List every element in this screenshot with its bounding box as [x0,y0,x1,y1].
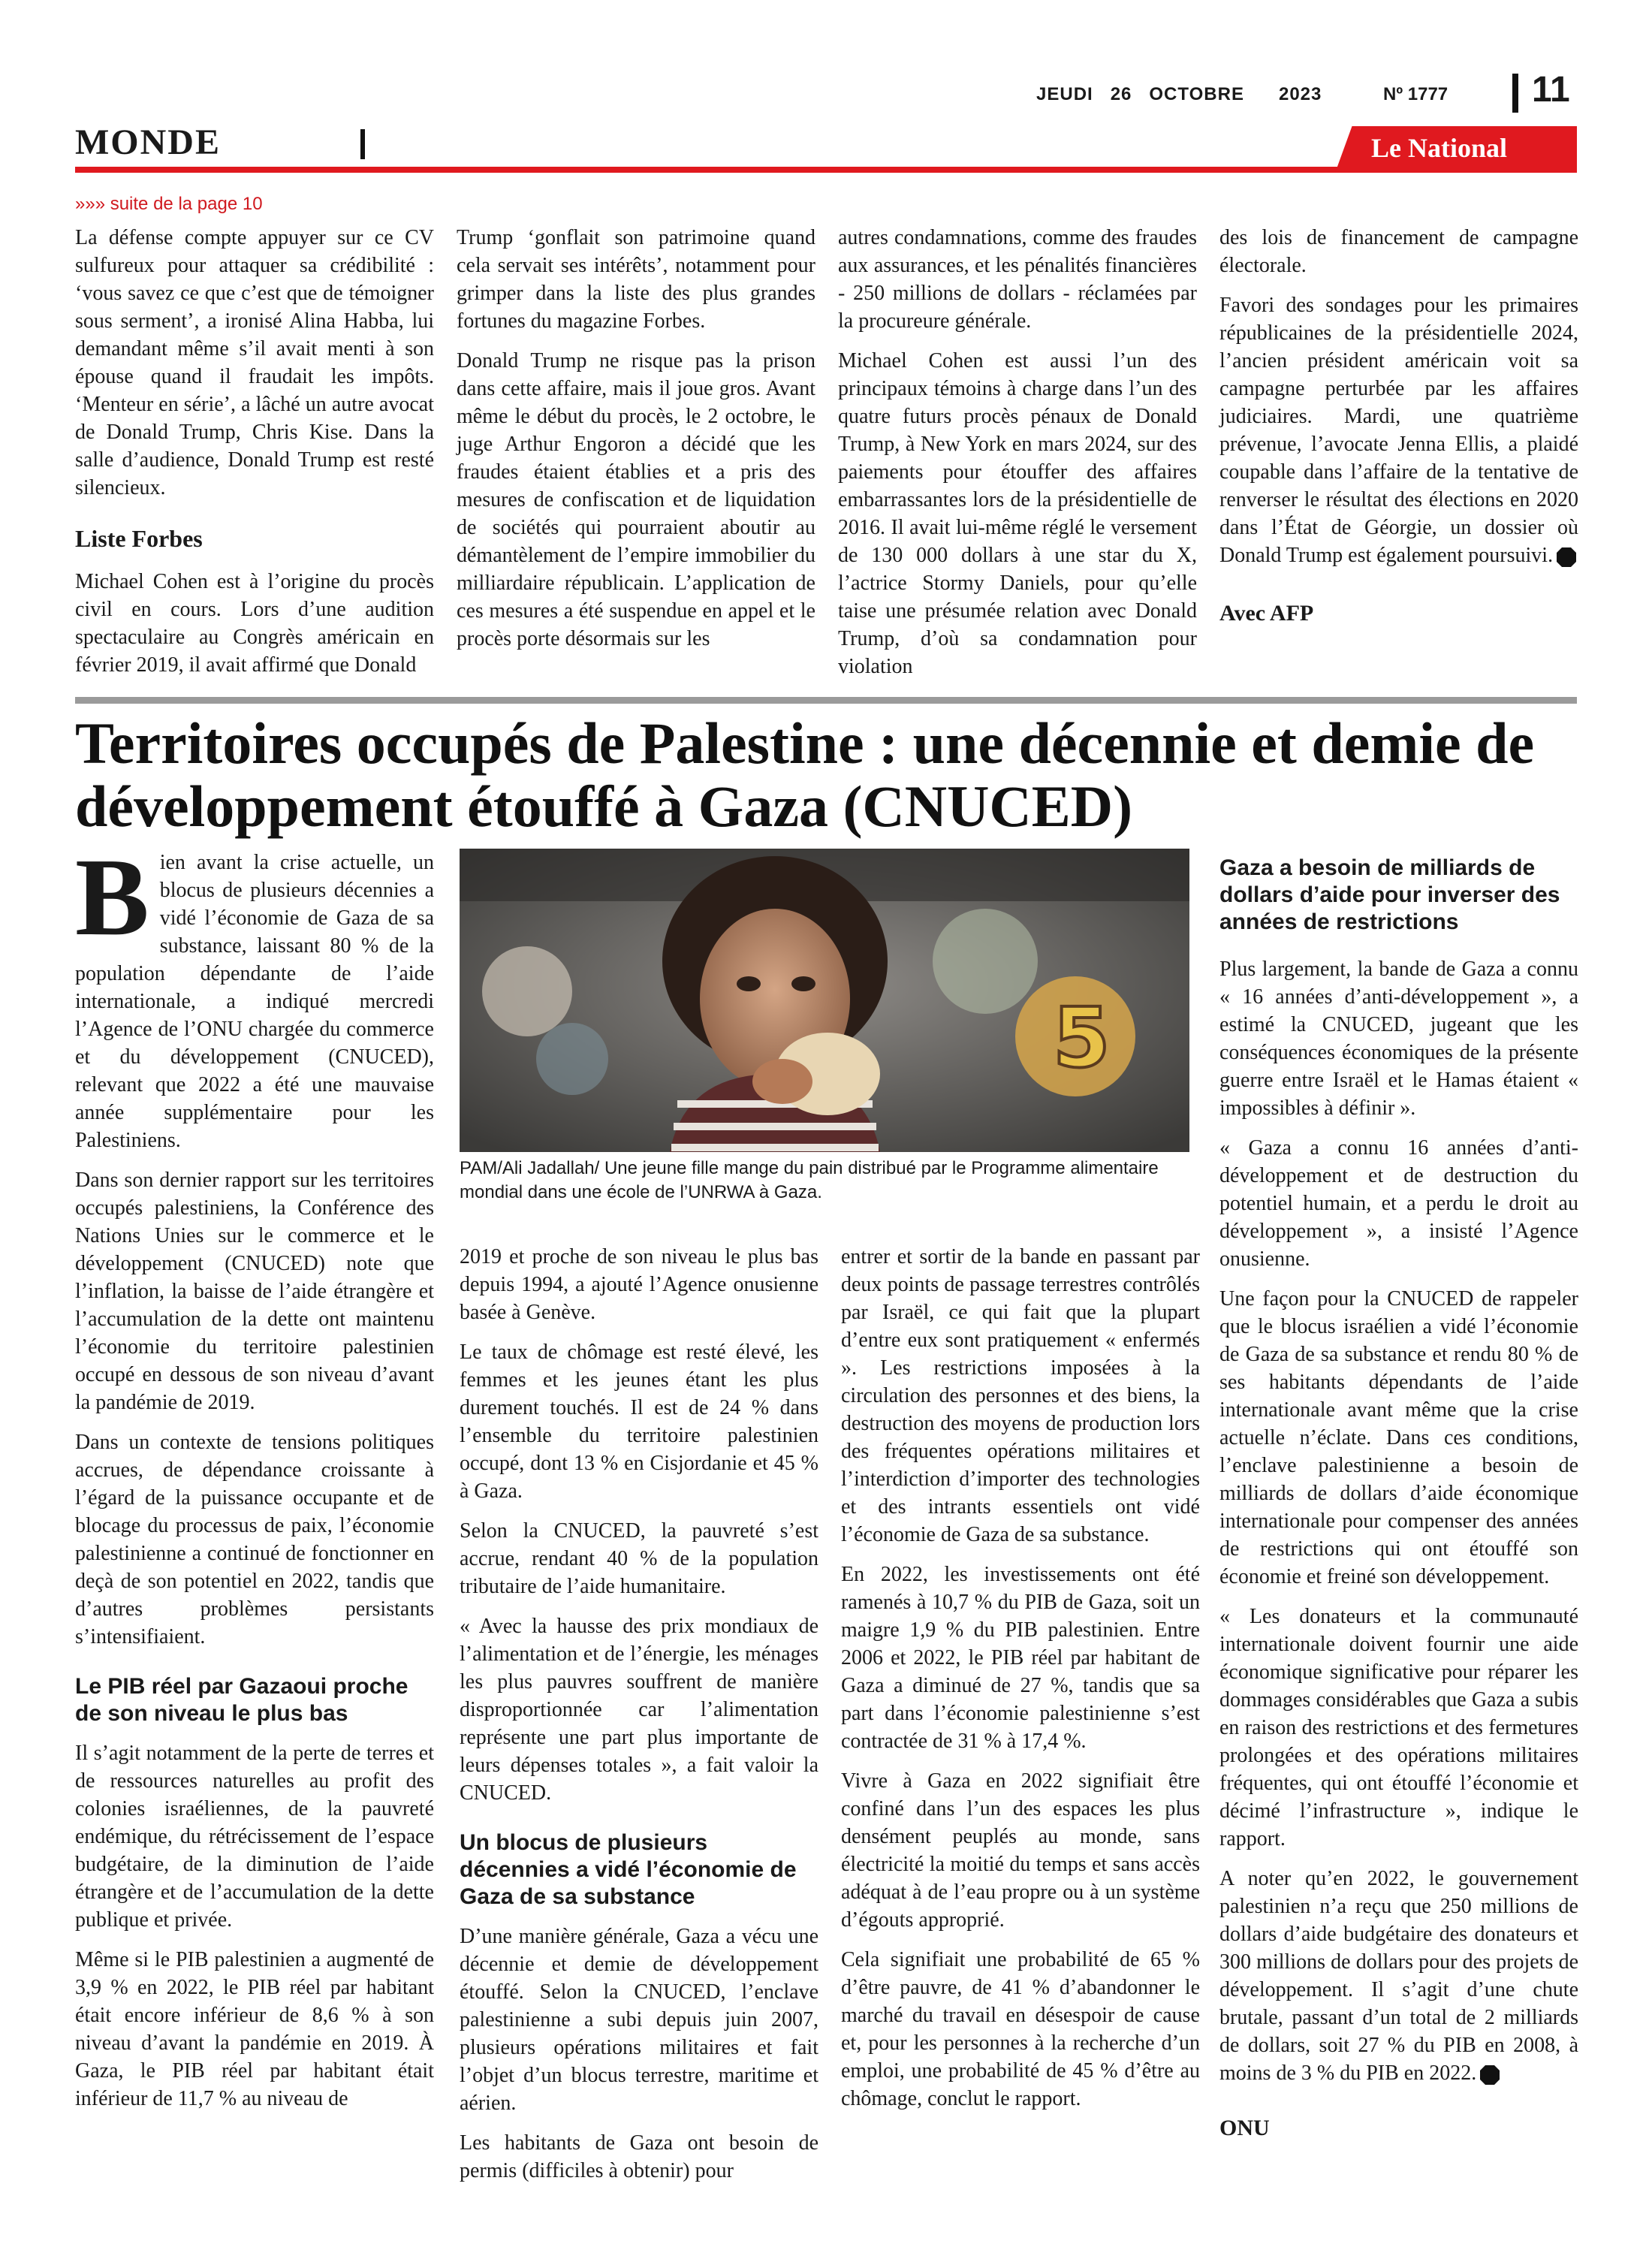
paragraph: Plus largement, la bande de Gaza a connu « 16 années d’anti-développement », a estimé la CNUCED, jugeant que les conséquences économiques de la présente guerre entre Israël et le Hamas étaient « impossibles à définir ». [1219,958,1578,1120]
photo-illustration [460,849,1189,1152]
paragraph: D’une manière générale, Gaza a vécu une décennie et demie de développement étouffé. Selon la CNUCED, l’enclave palestinienne a subi depuis juin 2007, plusieurs opérations militaires et fait l’objet d’un blocus terrestre, maritime et aérien. [460,1925,818,2115]
subheading: Un blocus de plusieurs décennies a vidé l’économie de Gaza de sa substance [460,1830,797,1909]
paragraph: Dans un contexte de tensions politiques accrues, de dépendance croissante à l’égard de la puissance occupante et de blocage du processus de paix, l’économie palestinienne a continué de fonctionner en deçà de son potentiel en 2022, tandis que d’autres problèmes persistants s’intensifiaient. [75,1431,434,1648]
drop-cap: B [75,836,149,959]
article-signature: ONU [1219,2116,1270,2140]
main-column-4 [1219,855,1578,2142]
main-column-1 [75,836,434,2113]
paragraph: La défense compte appuyer sur ce CV sulfureux pour attaquer sa crédibilité : ‘vous savez ce que c’est que de témoigner sous serment’, a ironisé Alina Habba, lui demandant même s’il avait menti à son épouse quand il fraudait les impôts. ‘Menteur en série’, a lâché un autre avocat de Donald Trump, Chris Kise. Dans la salle d’audience, Donald Trump est resté silencieux. [75,226,434,499]
paragraph: Selon la CNUCED, la pauvreté s’est accrue, rendant 40 % de la population tributaire de l’aide humanitaire. [460,1519,818,1598]
lead-paragraph [75,836,434,1154]
main-column-2 [460,1243,818,2185]
issue-date: JEUDI 26 OCTOBRE 2023 [1036,84,1322,104]
top-article-column-2 [457,224,815,653]
paragraph [1219,291,1578,569]
paragraph: Même si le PIB palestinien a augmenté de 3,9 % en 2022, le PIB réel par habitant était encore inférieur de 8,6 % à son niveau d’avant la pandémie en 2019. À Gaza, le PIB réel par habitant était inférieur de 11,7 % au niveau de [75,1948,434,2110]
subheading: Liste Forbes [75,525,203,552]
paragraph [1219,1865,1578,2087]
paragraph: Michael Cohen est aussi l’un des principaux témoins à charge dans l’un des quatre futurs procès pénaux de Donald Trump, à New York en mars 2024, sur des paiements pour étouffer des affaires embarrassantes lors de la présidentielle de 2016. Il avait lui-même réglé le versement de 130 000 dollars à une star du X, l’actrice Stormy Daniels, pour qu’elle taise une présumée relation avec Donald Trump, d’où sa condamnation pour violation [838,349,1197,678]
paragraph: Donald Trump ne risque pas la prison dans cette affaire, mais il joue gros. Avant même le début du procès, le 2 octobre, le juge Arthur Engoron a décidé que les fraudes étaient établies et a pris des mesures de confiscation et de liquidation de sociétés qui pourraient aboutir au démantèlement de l’empire immobilier du milliardaire républicain. L’application de ces mesures a été suspendue en appel et le procès porte désormais sur les [457,349,815,650]
paragraph: Vivre à Gaza en 2022 signifiait être confiné dans l’un des espaces les plus densément peuplés au monde, sans électricité la moitié du temps et sans accès adéquat à de l’eau propre ou à un système d’égouts approprié. [841,1769,1200,1932]
paragraph: entrer et sortir de la bande en passant par deux points de passage terrestres contrôlés par Israël, ce qui fait que la plupart d’entre eux sont pratiquement « enfermés ». Les restrictions imposées à la circulation des personnes et des biens, la destruction des moyens de production lors des fréquentes opérations militaires et l’interdiction d’importer des technologies et des intrants essentiels ont vidé l’économie de Gaza de sa substance. [841,1245,1200,1546]
photo-caption: PAM/Ali Jadallah/ Une jeune fille mange du pain distribué par le Programme alimentaire mondial dans une école de l’UNRWA à Gaza. [460,1158,1159,1202]
continued-from-label: »»» suite de la page 10 [75,194,263,214]
page-number-divider [1512,74,1518,113]
photo-wall-number: 5 [1053,990,1111,1086]
paragraph: Il s’agit notamment de la perte de terres et de ressources naturelles au profit des colonies israéliennes, de la pauvreté endémique, du rétrécissement de l’espace budgétaire, de la diminution de l’aide étrangère et de l’accumulation de la dette publique et privée. [75,1742,434,1932]
paragraph: autres condamnations, comme des fraudes aux assurances, et les pénalités financières - 250 millions de dollars - réclamées par la procureure générale. [838,226,1197,333]
paragraph: Michael Cohen est à l’origine du procès civil en cours. Lors d’une audition spectaculaire au Congrès américain en février 2019, il avait affirmé que Donald [75,570,434,677]
paragraph: En 2022, les investissements ont été ramenés à 10,7 % du PIB de Gaza, soit un maigre 1,9 % du PIB palestinien. Entre 2006 et 2022, le PIB réel par habitant de Gaza a diminué de 27 %, tandis que sa part dans l’économie palestinienne s’est contractée de 31 % à 17,4 %. [841,1563,1200,1753]
paragraph: Le taux de chômage est resté élevé, les femmes et les jeunes étant les plus durement touchés. Il est de 24 % dans l’ensemble du territoire palestinien occupé, dont 13 % en Cisjordanie et 45 % à Gaza. [460,1341,818,1503]
main-column-3 [841,1243,1200,2113]
paragraph: Les habitants de Gaza ont besoin de permis (difficiles à obtenir) pour [460,2131,818,2182]
subheading: Gaza a besoin de milliards de dollars d’aide pour inverser des années de restrictions [1219,855,1560,934]
paragraph: 2019 et proche de son niveau le plus bas depuis 1994, a ajouté l’Agence onusienne basée à Genève. [460,1245,818,1324]
top-article-column-4 [1219,224,1578,627]
paragraph: « Avec la hausse des prix mondiaux de l’alimentation et de l’énergie, les ménages les plus pauvres souffrent de manière disproportionnée car l’alimentation représente une part plus importante de leurs dépenses totales », a fait valoir la CNUCED. [460,1615,818,1805]
end-of-article-icon [1479,2064,1500,2086]
main-headline: Territoires occupés de Palestine : une décennie et demie de développement étouffé à Gaza (CNUCED) [75,710,1535,839]
paragraph-text: Favori des sondages pour les primaires républicaines de la présidentielle 2024, l’ancien président américain voit sa campagne perturbée par les affaires judiciaires. Mardi, une quatrième prévenue, l’avocate Jenna Ellis, a plaidé coupable dans l’affaire de la tentative de renverser le résultat des élections en 2020 dans l’État de Géorgie, un dossier où Donald Trump est également poursuivi. [1219,294,1578,567]
paragraph: « Les donateurs et la communauté internationale doivent fournir une aide économique significative pour réparer les dommages considérables que Gaza a subis en raison des restrictions et des fermetures prolongées et des opérations militaires fréquentes, qui ont étouffé l’économie et décimé l’infrastructure », indique le rapport. [1219,1605,1578,1850]
paragraph: Trump ‘gonflait son patrimoine quand cela servait ses intérêts’, notamment pour grimper dans la liste des plus grandes fortunes du magazine Forbes. [457,226,815,333]
paragraph: des lois de financement de campagne électorale. [1219,226,1578,277]
issue-number: Nº 1777 [1383,84,1449,104]
section-divider [360,129,365,159]
page-number: 11 [1532,70,1570,110]
section-title: MONDE [75,122,221,162]
article-separator [75,697,1577,704]
newspaper-brand: Le National [1371,133,1508,163]
top-article-column-1 [75,224,434,679]
paragraph: Une façon pour la CNUCED de rappeler que le blocus israélien a vidé l’économie de Gaza de sa substance et rendu 80 % de ses habitants dépendants de l’aide internationale avant même que la crise actuelle n’éclate. Dans ces conditions, l’enclave palestinienne a besoin de milliards de dollars d’aide économique internationale pour compenser des années de restrictions qui ont étouffé son économie et freiné son développement. [1219,1287,1578,1588]
paragraph: « Gaza a connu 16 années d’anti-développement et de destruction du potentiel humain, et a perdu le droit au développement », a insisté l’Agence onusienne. [1219,1136,1578,1271]
article-signature: Avec AFP [1219,601,1314,626]
paragraph: Dans son dernier rapport sur les territoires occupés palestiniens, la Conférence des Nations Unies sur le commerce et le développement (CNUCED) note que l’inflation, la baisse de l’aide étrangère et l’accumulation de la dette ont maintenu l’économie du territoire palestinien occupé en dessous de son niveau d’avant la pandémie de 2019. [75,1169,434,1414]
lead-text: ien avant la crise actuelle, un blocus de plusieurs décennies a vidé l’économie de Gaza de sa substance, laissant 80 % de la population dépendante de l’aide internationale, a indiqué mercredi l’Agence de l’ONU chargée du commerce et du développement (CNUCED), relevant que 2022 a été une mauvaise année supplémentaire pour les Palestiniens. [75,851,434,1152]
end-of-article-icon [1556,547,1577,568]
paragraph-text: A noter qu’en 2022, le gouvernement palestinien n’a reçu que 250 millions de dollars d’aide budgétaire des donateurs et 300 millions de dollars pour des projets de développement. Il s’agit d’une chute brutale, passant d’un total de 2 milliards de dollars, soit 27 % du PIB en 2008, à moins de 3 % du PIB en 2022. [1219,1867,1578,2085]
article-photo [460,849,1189,1152]
subheading: Le PIB réel par Gazaoui proche de son niveau le plus bas [75,1674,408,1726]
paragraph: Cela signifiait une probabilité de 65 % d’être pauvre, de 41 % d’abandonner le marché du travail en désespoir de cause et, pour les personnes à la recherche d’un emploi, une probabilité de 45 % d’être au chômage, conclut le rapport. [841,1948,1200,2110]
top-article-column-3 [838,224,1197,680]
